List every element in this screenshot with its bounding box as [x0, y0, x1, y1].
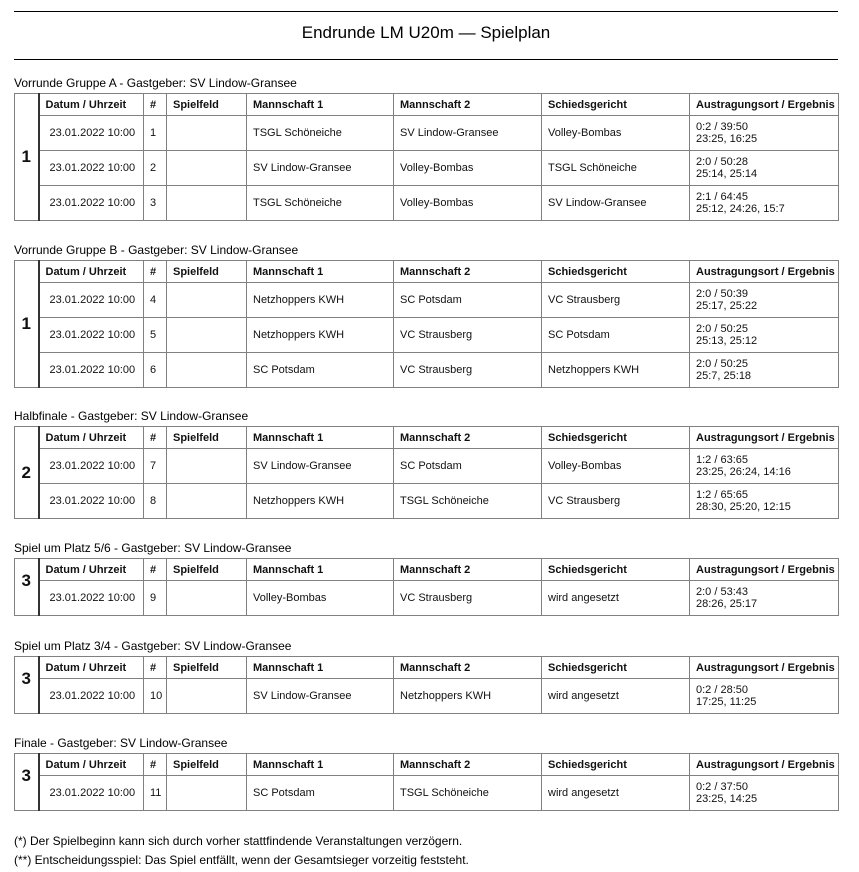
header-number: #	[144, 559, 167, 581]
header-referee: Schiedsgericht	[542, 427, 690, 449]
result-sets-points: 2:1 / 64:45	[696, 191, 748, 203]
cell-field	[167, 151, 247, 186]
schedule-table	[14, 558, 839, 616]
header-date: Datum / Uhrzeit	[39, 261, 144, 283]
header-date: Datum / Uhrzeit	[39, 94, 144, 116]
header-field: Spielfeld	[167, 427, 247, 449]
cell-date: 23.01.2022 10:00	[39, 318, 144, 353]
round-number: 3	[15, 657, 39, 714]
header-field: Spielfeld	[167, 261, 247, 283]
cell-team2: SC Potsdam	[394, 449, 542, 484]
result-set-scores: 25:17, 25:22	[696, 300, 758, 312]
header-referee: Schiedsgericht	[542, 94, 690, 116]
cell-team2: Volley-Bombas	[394, 186, 542, 221]
header-number: #	[144, 94, 167, 116]
result-set-scores: 23:25, 16:25	[696, 133, 758, 145]
cell-result	[690, 679, 839, 714]
header-team1: Mannschaft 1	[247, 261, 394, 283]
cell-field	[167, 449, 247, 484]
cell-referee: Volley-Bombas	[542, 116, 690, 151]
cell-field	[167, 353, 247, 388]
cell-game-number: 4	[144, 283, 167, 318]
cell-result	[690, 484, 839, 519]
table-row	[15, 116, 839, 151]
cell-team2: VC Strausberg	[394, 581, 542, 616]
schedule-table	[14, 656, 839, 714]
cell-team1: TSGL Schöneiche	[247, 186, 394, 221]
table-row	[15, 776, 839, 811]
result-set-scores: 25:14, 25:14	[696, 168, 758, 180]
round-number: 2	[15, 427, 39, 519]
cell-game-number: 1	[144, 116, 167, 151]
section-title: Spiel um Platz 5/6 - Gastgeber: SV Lindow-Gransee	[14, 541, 292, 555]
cell-result	[690, 116, 839, 151]
cell-game-number: 2	[144, 151, 167, 186]
header-result: Austragungsort / Ergebnis	[690, 754, 839, 776]
result-sets-points: 0:2 / 39:50	[696, 121, 748, 133]
schedule-section	[14, 638, 838, 714]
schedule-table	[14, 260, 839, 388]
header-number: #	[144, 754, 167, 776]
cell-team1: Volley-Bombas	[247, 581, 394, 616]
cell-result	[690, 151, 839, 186]
header-number: #	[144, 657, 167, 679]
cell-team1: SV Lindow-Gransee	[247, 151, 394, 186]
cell-date: 23.01.2022 10:00	[39, 484, 144, 519]
result-sets-points: 1:2 / 65:65	[696, 489, 748, 501]
cell-team2: SV Lindow-Gransee	[394, 116, 542, 151]
header-result: Austragungsort / Ergebnis	[690, 559, 839, 581]
header-field: Spielfeld	[167, 94, 247, 116]
cell-referee: Netzhoppers KWH	[542, 353, 690, 388]
table-header-row	[15, 261, 839, 283]
cell-date: 23.01.2022 10:00	[39, 776, 144, 811]
section-title: Finale - Gastgeber: SV Lindow-Gransee	[14, 736, 228, 750]
cell-referee: wird angesetzt	[542, 679, 690, 714]
schedule-table	[14, 753, 839, 811]
cell-team1: SC Potsdam	[247, 776, 394, 811]
title-bottom-rule	[14, 59, 838, 60]
round-number: 1	[15, 261, 39, 388]
title-top-rule	[14, 11, 838, 12]
cell-referee: wird angesetzt	[542, 581, 690, 616]
cell-date: 23.01.2022 10:00	[39, 283, 144, 318]
cell-team1: SV Lindow-Gransee	[247, 679, 394, 714]
footnote: (**) Entscheidungsspiel: Das Spiel entfällt, wenn der Gesamtsieger vorzeitig feststeht.	[14, 853, 469, 867]
result-sets-points: 0:2 / 37:50	[696, 781, 748, 793]
table-row	[15, 679, 839, 714]
table-header-row	[15, 657, 839, 679]
header-team1: Mannschaft 1	[247, 559, 394, 581]
result-set-scores: 28:30, 25:20, 12:15	[696, 501, 791, 513]
schedule-table	[14, 426, 839, 519]
cell-result	[690, 186, 839, 221]
cell-game-number: 6	[144, 353, 167, 388]
header-date: Datum / Uhrzeit	[39, 657, 144, 679]
result-set-scores: 25:7, 25:18	[696, 370, 752, 382]
header-team1: Mannschaft 1	[247, 94, 394, 116]
section-title: Halbfinale - Gastgeber: SV Lindow-Gransee	[14, 409, 249, 423]
table-header-row	[15, 427, 839, 449]
result-set-scores: 23:25, 26:24, 14:16	[696, 466, 791, 478]
cell-referee: VC Strausberg	[542, 283, 690, 318]
table-header-row	[15, 94, 839, 116]
cell-referee: SC Potsdam	[542, 318, 690, 353]
table-header-row	[15, 754, 839, 776]
section-title: Vorrunde Gruppe A - Gastgeber: SV Lindow-Gransee	[14, 76, 297, 90]
cell-field	[167, 679, 247, 714]
result-sets-points: 2:0 / 50:25	[696, 323, 748, 335]
page-title: Endrunde LM U20m — Spielplan	[301, 23, 551, 42]
header-referee: Schiedsgericht	[542, 559, 690, 581]
cell-team1: Netzhoppers KWH	[247, 484, 394, 519]
cell-referee: SV Lindow-Gransee	[542, 186, 690, 221]
table-row	[15, 283, 839, 318]
cell-team2: VC Strausberg	[394, 318, 542, 353]
header-referee: Schiedsgericht	[542, 754, 690, 776]
header-team2: Mannschaft 2	[394, 261, 542, 283]
result-sets-points: 2:0 / 50:28	[696, 156, 748, 168]
cell-game-number: 7	[144, 449, 167, 484]
result-set-scores: 23:25, 14:25	[696, 793, 758, 805]
section-title: Spiel um Platz 3/4 - Gastgeber: SV Lindow-Gransee	[14, 639, 292, 653]
cell-game-number: 8	[144, 484, 167, 519]
footnote: (*) Der Spielbeginn kann sich durch vorher stattfindende Veranstaltungen verzögern.	[14, 834, 463, 848]
header-team1: Mannschaft 1	[247, 427, 394, 449]
cell-game-number: 5	[144, 318, 167, 353]
cell-field	[167, 484, 247, 519]
header-team2: Mannschaft 2	[394, 427, 542, 449]
cell-team2: SC Potsdam	[394, 283, 542, 318]
result-sets-points: 1:2 / 63:65	[696, 454, 748, 466]
header-number: #	[144, 261, 167, 283]
cell-team1: TSGL Schöneiche	[247, 116, 394, 151]
cell-field	[167, 116, 247, 151]
result-sets-points: 2:0 / 53:43	[696, 586, 748, 598]
cell-result	[690, 776, 839, 811]
result-sets-points: 2:0 / 50:39	[696, 288, 748, 300]
table-row	[15, 581, 839, 616]
round-number: 1	[15, 94, 39, 221]
header-result: Austragungsort / Ergebnis	[690, 427, 839, 449]
result-set-scores: 25:12, 24:26, 15:7	[696, 203, 785, 215]
header-result: Austragungsort / Ergebnis	[690, 94, 839, 116]
round-number: 3	[15, 754, 39, 811]
round-number: 3	[15, 559, 39, 616]
result-set-scores: 25:13, 25:12	[696, 335, 758, 347]
cell-result	[690, 283, 839, 318]
header-team2: Mannschaft 2	[394, 657, 542, 679]
header-field: Spielfeld	[167, 559, 247, 581]
header-field: Spielfeld	[167, 754, 247, 776]
header-result: Austragungsort / Ergebnis	[690, 261, 839, 283]
header-date: Datum / Uhrzeit	[39, 427, 144, 449]
schedule-section	[14, 242, 838, 388]
cell-referee: wird angesetzt	[542, 776, 690, 811]
cell-field	[167, 186, 247, 221]
cell-team2: VC Strausberg	[394, 353, 542, 388]
header-team1: Mannschaft 1	[247, 754, 394, 776]
cell-team2: TSGL Schöneiche	[394, 776, 542, 811]
cell-date: 23.01.2022 10:00	[39, 116, 144, 151]
table-row	[15, 484, 839, 519]
cell-team2: Netzhoppers KWH	[394, 679, 542, 714]
cell-team1: Netzhoppers KWH	[247, 283, 394, 318]
schedule-section	[14, 540, 838, 616]
cell-date: 23.01.2022 10:00	[39, 186, 144, 221]
result-sets-points: 2:0 / 50:25	[696, 358, 748, 370]
table-row	[15, 186, 839, 221]
header-field: Spielfeld	[167, 657, 247, 679]
header-team2: Mannschaft 2	[394, 754, 542, 776]
cell-date: 23.01.2022 10:00	[39, 581, 144, 616]
footnotes	[14, 832, 469, 870]
cell-referee: Volley-Bombas	[542, 449, 690, 484]
section-title: Vorrunde Gruppe B - Gastgeber: SV Lindow-Gransee	[14, 243, 299, 257]
header-team1: Mannschaft 1	[247, 657, 394, 679]
cell-referee: VC Strausberg	[542, 484, 690, 519]
header-team2: Mannschaft 2	[394, 559, 542, 581]
cell-field	[167, 581, 247, 616]
cell-team1: Netzhoppers KWH	[247, 318, 394, 353]
cell-team1: SV Lindow-Gransee	[247, 449, 394, 484]
header-team2: Mannschaft 2	[394, 94, 542, 116]
cell-field	[167, 776, 247, 811]
cell-team1: SC Potsdam	[247, 353, 394, 388]
result-set-scores: 17:25, 11:25	[696, 696, 757, 708]
header-date: Datum / Uhrzeit	[39, 559, 144, 581]
cell-field	[167, 283, 247, 318]
cell-result	[690, 449, 839, 484]
header-referee: Schiedsgericht	[542, 657, 690, 679]
cell-result	[690, 353, 839, 388]
cell-date: 23.01.2022 10:00	[39, 449, 144, 484]
table-header-row	[15, 559, 839, 581]
cell-result	[690, 581, 839, 616]
result-sets-points: 0:2 / 28:50	[696, 684, 748, 696]
header-number: #	[144, 427, 167, 449]
schedule-table	[14, 93, 839, 221]
cell-referee: TSGL Schöneiche	[542, 151, 690, 186]
cell-game-number: 9	[144, 581, 167, 616]
schedule-section	[14, 735, 838, 811]
schedule-section	[14, 408, 838, 519]
cell-date: 23.01.2022 10:00	[39, 679, 144, 714]
cell-team2: TSGL Schöneiche	[394, 484, 542, 519]
cell-field	[167, 318, 247, 353]
result-set-scores: 28:26, 25:17	[696, 598, 758, 610]
cell-date: 23.01.2022 10:00	[39, 151, 144, 186]
table-row	[15, 449, 839, 484]
header-referee: Schiedsgericht	[542, 261, 690, 283]
cell-game-number: 3	[144, 186, 167, 221]
cell-game-number: 10	[144, 679, 167, 714]
cell-team2: Volley-Bombas	[394, 151, 542, 186]
schedule-section	[14, 75, 838, 221]
cell-result	[690, 318, 839, 353]
table-row	[15, 318, 839, 353]
cell-game-number: 11	[144, 776, 167, 811]
cell-date: 23.01.2022 10:00	[39, 353, 144, 388]
header-result: Austragungsort / Ergebnis	[690, 657, 839, 679]
table-row	[15, 353, 839, 388]
header-date: Datum / Uhrzeit	[39, 754, 144, 776]
table-row	[15, 151, 839, 186]
